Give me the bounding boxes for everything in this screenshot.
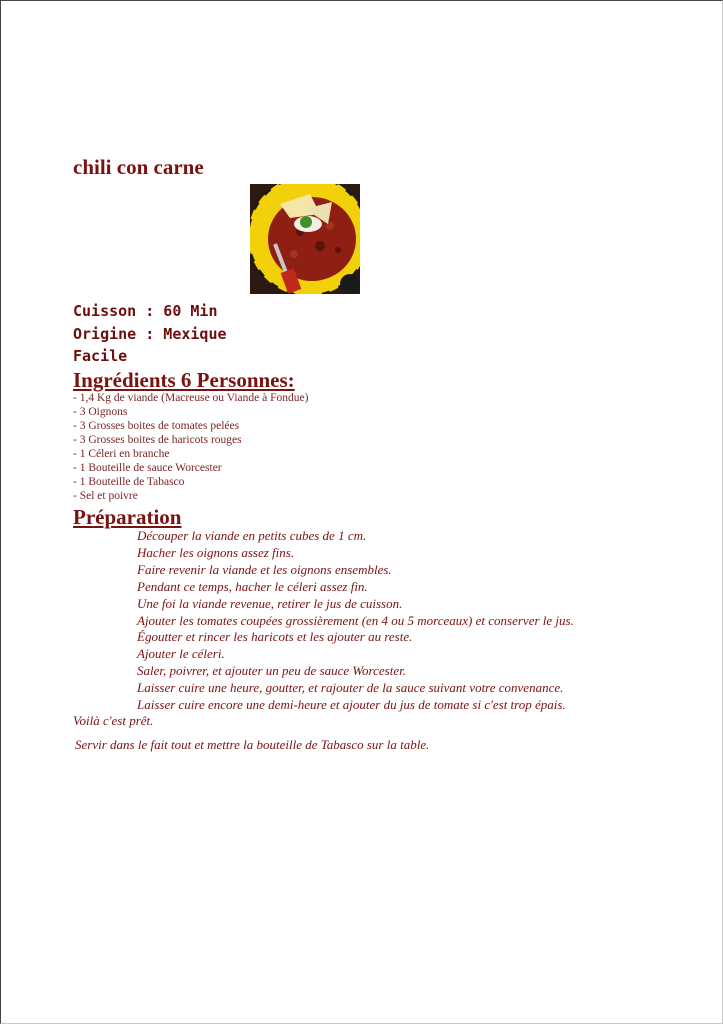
- ingredient-item: - 1 Céleri en branche: [73, 448, 170, 460]
- ingredients-list: [73, 391, 308, 503]
- step-item: Faire revenir la viande et les oignons ensembles.: [137, 561, 392, 577]
- ingredient-item: - 1 Bouteille de Tabasco: [73, 476, 185, 488]
- step-item: Égoutter et rincer les haricots et les ajouter au reste.: [137, 629, 413, 645]
- step-item: Hacher les oignons assez fins.: [137, 544, 295, 560]
- step-item: Pendant ce temps, hacher le céleri assez fin.: [137, 578, 368, 594]
- ingredient-item: - 1,4 Kg de viande (Macreuse ou Viande à Fondue): [73, 392, 309, 404]
- chili-plate-illustration: [250, 184, 360, 294]
- serving-note: Servir dans le fait tout et mettre la bouteille de Tabasco sur la table.: [75, 737, 430, 752]
- ingredient-item: - 1 Bouteille de sauce Worcester: [73, 462, 222, 474]
- step-item: Laisser cuire encore une demi-heure et ajouter du jus de tomate si c'est trop épais.: [137, 697, 566, 713]
- closing-line: Voilà c'est prêt.: [73, 713, 154, 728]
- chili-photo: [250, 184, 360, 294]
- cooking-time: Cuisson : 60 Min: [73, 302, 218, 320]
- preparation-steps: [137, 528, 574, 714]
- step-item: Ajouter le céleri.: [137, 646, 225, 662]
- difficulty: Facile: [73, 347, 128, 365]
- ingredients-heading: Ingrédients 6 Personnes:: [73, 368, 295, 392]
- recipe-meta: [73, 300, 227, 368]
- origin: Origine : Mexique: [73, 324, 227, 343]
- step-item: Saler, poivrer, et ajouter un peu de sauce Worcester.: [137, 663, 406, 679]
- ingredient-item: - 3 Oignons: [73, 406, 128, 418]
- preparation-heading: Préparation: [73, 505, 182, 529]
- step-item: Laisser cuire une heure, goutter, et rajouter de la sauce suivant votre convenance.: [137, 680, 564, 696]
- step-item: Ajouter les tomates coupées grossièrement (en 4 ou 5 morceaux) et conserver le jus.: [137, 612, 574, 628]
- ingredient-item: - Sel et poivre: [73, 490, 138, 502]
- ingredient-item: - 3 Grosses boites de haricots rouges: [73, 434, 242, 446]
- step-item: Découper la viande en petits cubes de 1 cm.: [137, 528, 367, 543]
- ingredient-item: - 3 Grosses boites de tomates pelées: [73, 420, 240, 432]
- step-item: Une foi la viande revenue, retirer le jus de cuisson.: [137, 595, 403, 611]
- recipe-title: chili con carne: [73, 155, 204, 179]
